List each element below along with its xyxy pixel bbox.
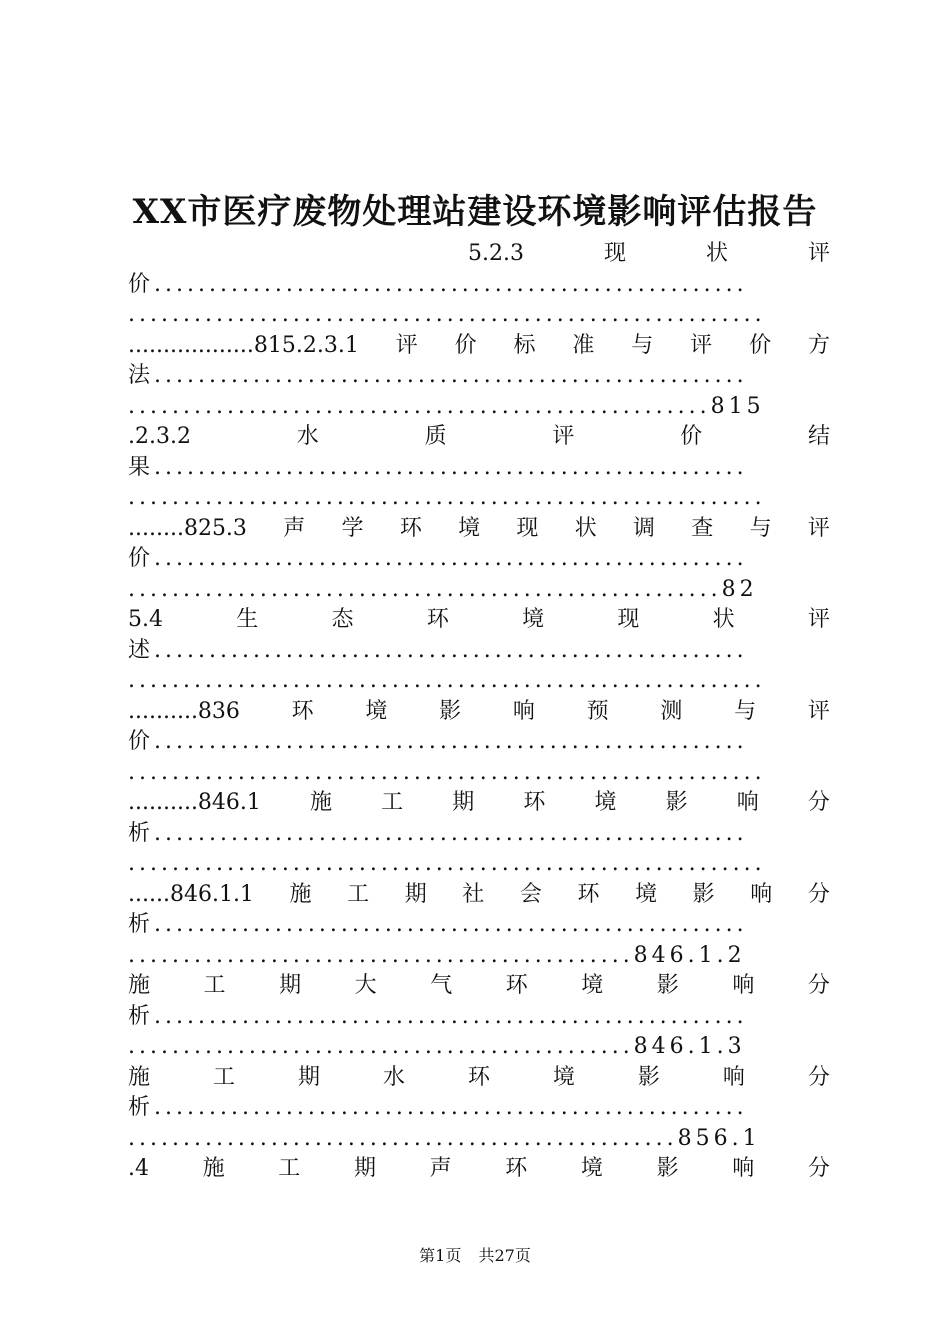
page-footer [0,1243,950,1266]
toc-line: .....................................................815 [128,393,765,419]
toc-line: ..............................................846.1.3 [128,1034,746,1059]
toc-token: 施 [128,1064,151,1090]
toc-token: 现 [516,515,539,541]
page-number: 第1页 [419,1246,462,1265]
toc-token: 期 [297,1064,320,1090]
toc-token: 评 [552,424,575,449]
toc-line: ..............................................846.1.2 [128,942,746,968]
toc-token: ..........836 [128,698,240,724]
toc-line [128,422,830,453]
toc-token: 工 [212,1064,235,1090]
toc-token: 调 [633,515,656,541]
toc-token: 响 [732,1156,755,1181]
toc-line: 析...................................................... [128,1003,748,1029]
toc-token: 水 [382,1064,405,1090]
toc-token: 工 [278,1156,301,1181]
toc-token: 现 [617,607,640,632]
document-title: XX市医疗废物处理站建设环境影响评估报告 [132,192,818,232]
toc-token: 境 [552,1064,575,1090]
toc-line: 析...................................................... [128,912,748,937]
toc-line [128,788,830,819]
toc-token: 评 [690,332,713,358]
table-of-contents [128,239,830,1185]
toc-token: 境 [522,607,545,632]
toc-line [128,514,830,545]
toc-token: 工 [347,881,370,907]
toc-token: 水 [296,424,319,449]
toc-token: 状 [712,607,735,632]
toc-token: 境 [458,515,481,541]
toc-token: 评 [807,515,830,541]
toc-token: 境 [580,1156,603,1181]
toc-token: 期 [452,790,475,815]
toc-token: 分 [807,1064,830,1090]
toc-token: 5.4 [128,607,163,632]
toc-token: 响 [736,790,759,815]
toc-token: 分 [807,881,830,907]
toc-token: 价 [454,332,477,358]
toc-token: 施 [289,881,312,907]
toc-token: 境 [581,973,604,998]
toc-token: 大 [354,973,377,998]
toc-token: 分 [807,973,830,998]
toc-token: 准 [572,332,595,358]
toc-line: .......................................................... [128,759,766,785]
toc-token: 学 [341,515,364,541]
toc-token: 社 [462,881,485,907]
toc-token: 响 [750,881,773,907]
toc-token: 声 [283,515,306,541]
toc-token: .4 [128,1156,149,1181]
toc-token: 方 [807,332,830,358]
toc-token: 境 [365,698,388,724]
toc-token: 现 [603,241,626,266]
toc-token: 气 [430,973,453,998]
toc-token: 施 [310,790,333,815]
toc-line: .......................................................... [128,851,766,876]
toc-token: ......846.1.1 [128,881,254,907]
toc-line: 价...................................................... [128,271,748,297]
toc-line [128,1063,830,1094]
toc-token: 施 [128,973,151,998]
page-total: 共27页 [478,1246,531,1265]
toc-token: 与 [734,698,757,724]
toc-token: 与 [749,515,772,541]
toc-token: 期 [404,881,427,907]
toc-token: 评 [807,698,830,724]
toc-line [128,605,830,636]
toc-token: 生 [236,607,259,632]
toc-token: 影 [656,973,679,998]
toc-token: 境 [635,881,658,907]
toc-token: 环 [426,607,449,632]
toc-token: 施 [202,1156,225,1181]
toc-line: 述...................................................... [128,637,748,663]
toc-line [128,697,830,728]
toc-line [128,239,830,270]
toc-token: 环 [577,881,600,907]
toc-token: 结 [807,424,830,449]
toc-line: .......................................................... [128,485,766,510]
toc-token: 响 [722,1064,745,1090]
toc-line: .......................................................... [128,668,766,693]
toc-token: 态 [331,607,354,632]
toc-token: 状 [574,515,597,541]
toc-line: 析...................................................... [128,1095,748,1120]
toc-token: 5.2.3 [468,241,524,266]
toc-token: 期 [353,1156,376,1181]
toc-token: 标 [513,332,536,358]
toc-token: 影 [656,1156,679,1181]
toc-token: 期 [279,973,302,998]
toc-token: 价 [680,424,703,449]
toc-line: ......................................................82 [128,576,758,602]
toc-line: 法...................................................... [128,363,748,388]
toc-token: ..................815.2.3.1 [128,332,359,358]
toc-token: 预 [586,698,609,724]
toc-line: 果...................................................... [128,454,748,480]
toc-token: 响 [512,698,535,724]
toc-token: 质 [424,424,447,449]
toc-token: 声 [429,1156,452,1181]
toc-token: .2.3.2 [128,424,191,449]
toc-token: 环 [467,1064,490,1090]
toc-token: 测 [660,698,683,724]
toc-token: 影 [439,698,462,724]
toc-line [128,971,830,1002]
toc-token: 会 [519,881,542,907]
toc-token: 分 [807,790,830,815]
toc-token: 环 [505,973,528,998]
toc-token: 与 [631,332,654,358]
toc-token: 工 [203,973,226,998]
toc-token: 评 [807,241,830,266]
toc-token: 环 [291,698,314,724]
toc-line: 价...................................................... [128,729,748,754]
toc-line [128,331,830,362]
toc-token: 分 [807,1156,830,1181]
toc-line: ..................................................856.1 [128,1125,761,1151]
toc-line [128,1154,830,1185]
toc-line: 价...................................................... [128,546,748,571]
toc-line: .......................................................... [128,302,766,327]
toc-token: 评 [807,607,830,632]
toc-token: 影 [637,1064,660,1090]
toc-token: 评 [395,332,418,358]
toc-token: ..........846.1 [128,790,261,815]
toc-line [128,880,830,911]
toc-token: 查 [691,515,714,541]
toc-token: 工 [381,790,404,815]
toc-token: 影 [665,790,688,815]
toc-token: 环 [523,790,546,815]
toc-token: 响 [732,973,755,998]
toc-token: 影 [692,881,715,907]
toc-token: 环 [505,1156,528,1181]
toc-token: 境 [594,790,617,815]
toc-token: ........825.3 [128,515,247,541]
toc-token: 状 [705,241,728,266]
toc-line: 析...................................................... [128,820,748,846]
toc-token: 价 [749,332,772,358]
toc-token: 环 [399,515,422,541]
